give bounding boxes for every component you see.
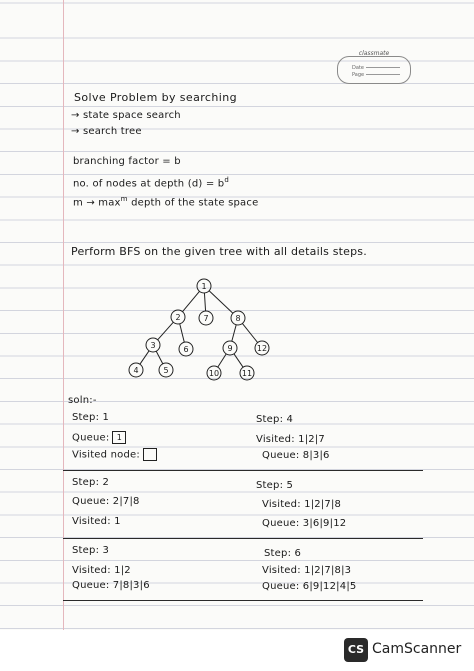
tree-node-label: 3 <box>150 341 156 350</box>
tree-node-label: 8 <box>235 314 241 323</box>
step3-visited: Visited: 1|2 <box>72 565 131 576</box>
tree-nodes <box>129 279 269 380</box>
tree-edge <box>218 354 226 367</box>
step4-visited: Visited: 1|2|7 <box>256 434 325 445</box>
step5-label: Step: 5 <box>256 480 294 491</box>
tree-node-label: 2 <box>175 313 181 322</box>
tree-edge <box>242 323 257 342</box>
step2-queue: Queue: 2|7|8 <box>72 496 140 507</box>
solution-heading: soln:- <box>68 395 97 406</box>
max-depth-exponent: m <box>120 195 128 203</box>
tree-node-label: 6 <box>183 345 189 354</box>
tree-edge <box>232 325 236 341</box>
step2-visited: Visited: 1 <box>72 516 121 527</box>
step1-queue <box>72 431 126 444</box>
step4-label: Step: 4 <box>256 414 294 425</box>
step1-visited-box <box>143 448 157 461</box>
page-label: Page <box>352 72 365 78</box>
max-depth-text: m → max <box>73 197 121 209</box>
divider-3 <box>63 600 423 601</box>
tree-node-label: 9 <box>227 344 233 353</box>
camscanner-logo-icon: CS <box>344 638 368 662</box>
tree-edges <box>140 291 258 367</box>
tree-edge <box>182 291 199 311</box>
step5-visited: Visited: 1|2|7|8 <box>262 499 342 510</box>
step3-label: Step: 3 <box>72 545 110 556</box>
question-text: Perform BFS on the given tree with all details steps. <box>71 245 367 258</box>
tree-node-label: 4 <box>133 366 139 375</box>
note-bullet-search-tree: → search tree <box>71 126 142 137</box>
divider-2 <box>63 538 423 539</box>
step1-queue-box: 1 <box>112 431 126 444</box>
tree-node-label: 10 <box>208 369 220 378</box>
nodes-at-depth-text: no. of nodes at depth (d) = b <box>73 178 225 190</box>
step1-visited-label: Visited node: <box>72 449 140 461</box>
step6-queue: Queue: 6|9|12|4|5 <box>262 581 357 592</box>
step1-label: Step: 1 <box>72 412 110 423</box>
tree-node-label: 1 <box>201 282 207 291</box>
note-bullet-state-space: → state space search <box>71 110 181 121</box>
brand-name: classmate <box>358 50 390 57</box>
note-title: Solve Problem by searching <box>74 91 237 104</box>
step6-visited: Visited: 1|2|7|8|3 <box>262 565 352 576</box>
tree-node-label: 12 <box>256 344 268 353</box>
step1-visited <box>72 448 157 461</box>
tree-edge <box>140 351 149 364</box>
tree-node-label: 11 <box>241 369 253 378</box>
step3-queue: Queue: 7|8|3|6 <box>72 580 150 591</box>
step2-label: Step: 2 <box>72 477 110 488</box>
step1-queue-label: Queue: <box>72 432 110 444</box>
max-depth-rest: depth of the state space <box>127 197 259 209</box>
note-branching-factor: branching factor = b <box>73 156 181 167</box>
date-label: Date <box>352 65 364 71</box>
tree-edge <box>234 354 243 367</box>
tree-edge <box>180 324 185 342</box>
tree-edge <box>204 293 205 311</box>
tree-node-label: 7 <box>203 314 209 323</box>
step4-queue: Queue: 8|3|6 <box>262 450 330 461</box>
tree-edge <box>156 351 163 364</box>
tree-node-label: 5 <box>163 366 169 375</box>
tree-edge <box>209 291 233 313</box>
tree-edge <box>158 322 174 340</box>
nodes-at-depth-exponent: d <box>224 176 230 184</box>
camscanner-name: CamScanner <box>372 641 462 657</box>
step5-queue: Queue: 3|6|9|12 <box>262 518 347 529</box>
divider-1 <box>63 470 423 471</box>
step6-label: Step: 6 <box>264 548 302 559</box>
